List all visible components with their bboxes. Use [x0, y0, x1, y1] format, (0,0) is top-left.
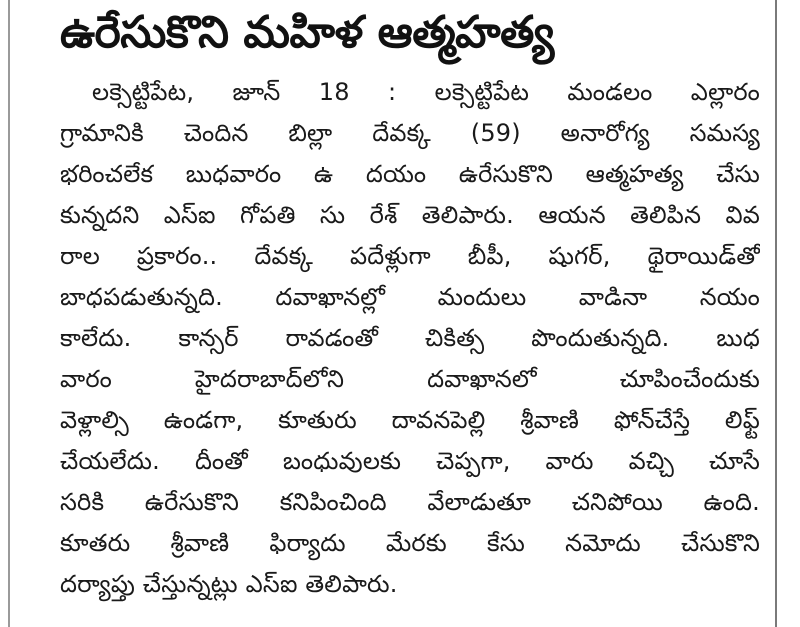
- article-line: గ్రామానికి చెందిన బిల్లా దేవక్క (59) అనారోగ్య సమస్య: [60, 119, 760, 147]
- column-rule-right: [775, 0, 777, 627]
- column-rule-left: [8, 0, 10, 627]
- article-line: దర్యాప్తు చేస్తున్నట్లు ఎస్ఐ తెలిపారు.: [60, 570, 398, 598]
- article-body: [60, 72, 760, 605]
- article-line: సరికి ఉరేసుకొని కనిపించింది వేలాడుతూ చనిపోయి ఉంది.: [60, 488, 760, 516]
- article-line: కాలేదు. కాన్సర్ రావడంతో చికిత్స పొందుతున్నది. బుధ: [60, 324, 760, 352]
- article-line: కున్నదని ఎస్ఐ గోపతి సు రేశ్ తెలిపారు. ఆయన తెలిపిన వివ: [60, 201, 760, 229]
- article-line: వెళ్లాల్సి ఉండగా, కూతురు దావనపెల్లి శ్రీవాణి ఫోన్‌చేస్తే లిఫ్ట్: [60, 406, 760, 434]
- article-line: రాల ప్రకారం.. దేవక్క పదేళ్లుగా బీపీ, షుగర్, థైరాయిడ్‌తో: [60, 242, 760, 270]
- article-line: చేయలేదు. దీంతో బంధువులకు చెప్పగా, వారు వచ్చి చూసే: [60, 447, 760, 475]
- article-headline: ఉరేసుకొని మహిళ ఆత్మహత్య: [60, 7, 554, 58]
- article-line: భరించలేక బుధవారం ఉ దయం ఉరేసుకొని ఆత్మహత్య చేసు: [60, 160, 760, 188]
- article-line: వారం హైదరాబాద్‌లోని దవాఖానలో చూపించేందుకు: [60, 365, 760, 393]
- article-line: బాధపడుతున్నది. దవాఖానల్లో మందులు వాడినా నయం: [60, 283, 760, 311]
- article-line: లక్సెట్టిపేట, జూన్ 18 : లక్సెట్టిపేట మండలం ఎల్లారం: [92, 78, 760, 106]
- article-line: కూతరు శ్రీవాణి ఫిర్యాదు మేరకు కేసు నమోదు చేసుకొని: [60, 529, 760, 557]
